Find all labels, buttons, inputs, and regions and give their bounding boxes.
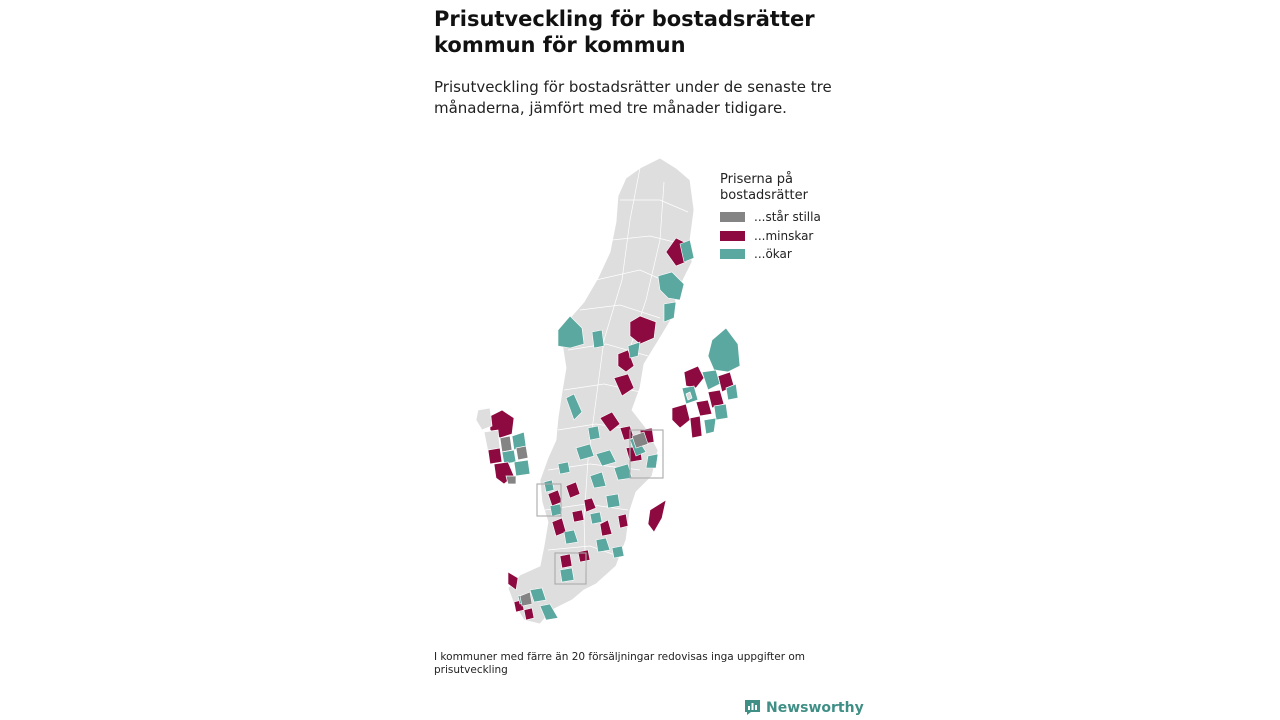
legend-label-okar: ...ökar xyxy=(754,247,792,262)
legend-item-star-stilla xyxy=(720,208,850,227)
chart-subtitle: Prisutveckling för bostadsrätter under de senaste tre månaderna, jämfört med tre månader tidigare. xyxy=(434,78,832,117)
sweden-outline xyxy=(508,158,694,624)
legend-swatch-minskar xyxy=(720,231,745,241)
inset-goteborg xyxy=(476,408,530,484)
legend-item-minskar xyxy=(720,227,850,246)
brand-logo[interactable] xyxy=(744,699,864,716)
sweden-map xyxy=(470,150,760,640)
legend-swatch-okar xyxy=(720,249,745,259)
newsworthy-logo-icon xyxy=(744,699,761,716)
legend-item-okar xyxy=(720,245,850,264)
inset-stockholm xyxy=(672,328,740,438)
legend-title: Priserna på bostadsrätter xyxy=(720,172,808,203)
legend-swatch-star-stilla xyxy=(720,212,745,222)
map-legend xyxy=(720,172,850,264)
chart-title: Prisutveckling för bostadsrätter kommun för kommun xyxy=(434,7,815,57)
footnote: I kommuner med färre än 20 försäljningar redovisas inga uppgifter om prisutveckling xyxy=(434,651,806,676)
brand-name: Newsworthy xyxy=(766,699,864,716)
legend-label-minskar: ...minskar xyxy=(754,228,814,243)
legend-label-star-stilla: ...står stilla xyxy=(754,210,821,225)
